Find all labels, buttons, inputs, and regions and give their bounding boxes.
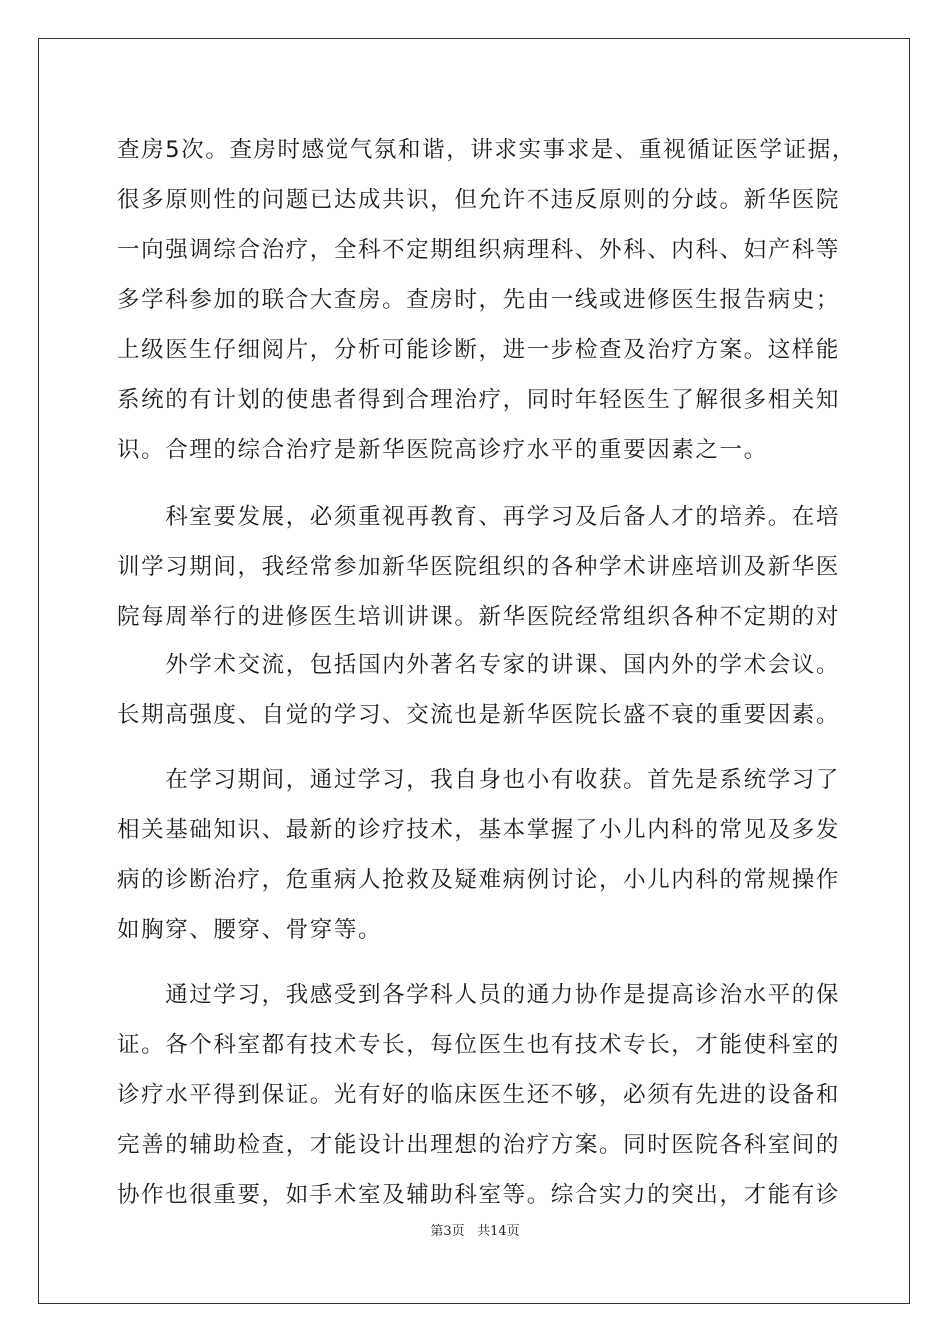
text-line: 很多原则性的问题已达成共识，但允许不违反原则的分歧。新华医院 — [117, 187, 841, 213]
text-line: 通过学习，我感受到各学科人员的通力协作是提高诊治水平的保 — [117, 982, 841, 1008]
text-line: 病的诊断治疗，危重病人抢救及疑难病例讨论，小儿内科的常规操作 — [117, 867, 841, 893]
text-line: 一向强调综合治疗，全科不定期组织病理科、外科、内科、妇产科等 — [117, 237, 841, 263]
text-line: 外学术交流，包括国内外著名专家的讲课、国内外的学术会议。 — [117, 652, 841, 678]
text-line: 系统的有计划的使患者得到合理治疗，同时年轻医生了解很多相关知 — [117, 387, 841, 413]
text-line: 相关基础知识、最新的诊疗技术，基本掌握了小儿内科的常见及多发 — [117, 817, 841, 843]
text-line: 如胸穿、腰穿、骨穿等。 — [117, 917, 383, 943]
text-line: 识。合理的综合治疗是新华医院高诊疗水平的重要因素之一。 — [117, 437, 768, 463]
text-line: 训学习期间，我经常参加新华医院组织的各种学术讲座培训及新华医 — [117, 554, 841, 580]
text-line: 上级医生仔细阅片，分析可能诊断，进一步检查及治疗方案。这样能 — [117, 337, 841, 363]
page-total: 共14页 — [477, 1224, 520, 1239]
text-line: 完善的辅助检查，才能设计出理想的治疗方案。同时医院各科室间的 — [117, 1132, 841, 1158]
text-line: 长期高强度、自觉的学习、交流也是新华医院长盛不衰的重要因素。 — [117, 702, 841, 728]
text-line: 协作也很重要，如手术室及辅助科室等。综合实力的突出，才能有诊 — [117, 1182, 841, 1208]
text-line: 科室要发展，必须重视再教育、再学习及后备人才的培养。在培 — [117, 504, 841, 530]
text-line: 院每周举行的进修医生培训讲课。新华医院经常组织各种不定期的对 — [117, 604, 841, 630]
text-line: 诊疗水平得到保证。光有好的临床医生还不够，必须有先进的设备和 — [117, 1082, 841, 1108]
text-line: 查房5次。查房时感觉气氛和谐，讲求实事求是、重视循证医学证据， — [117, 137, 856, 163]
text-line: 多学科参加的联合大查房。查房时，先由一线或进修医生报告病史； — [117, 287, 841, 313]
text-line: 在学习期间，通过学习，我自身也小有收获。首先是系统学习了 — [117, 767, 841, 793]
page-footer — [0, 1220, 950, 1239]
text-line: 证。各个科室都有技术专长，每位医生也有技术专长，才能使科室的 — [117, 1032, 841, 1058]
page-number: 第3页 — [430, 1224, 465, 1239]
